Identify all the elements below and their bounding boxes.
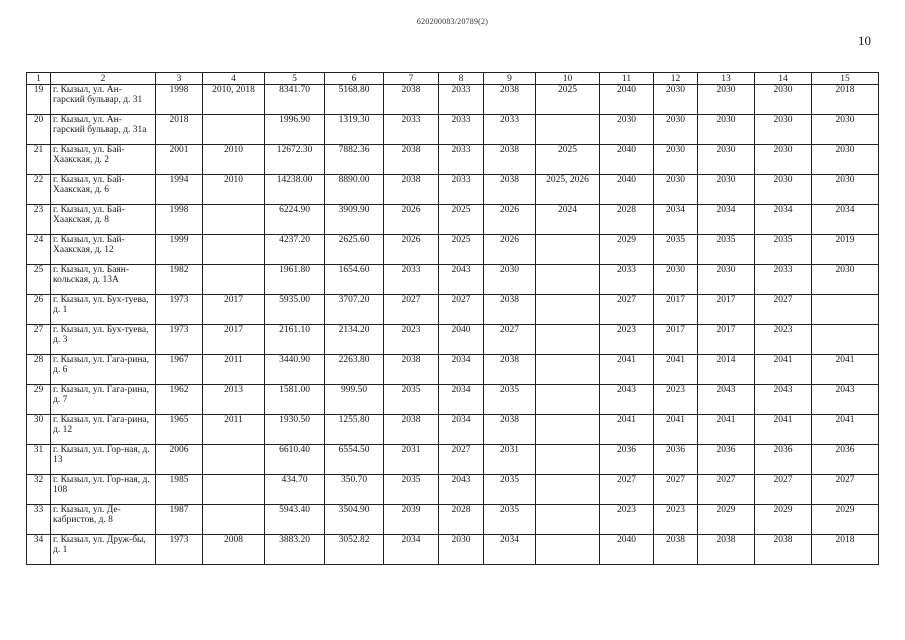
table-row: [27, 535, 879, 565]
table-cell: [536, 115, 600, 145]
table-cell: 2041: [600, 355, 654, 385]
table-cell: 2040: [600, 175, 654, 205]
table-cell: 2013: [203, 385, 265, 415]
table-cell: 1962: [156, 385, 203, 415]
address-cell: г. Кызыл, ул. Гага-рина, д. 7: [51, 385, 156, 415]
housing-table: [26, 72, 879, 565]
table-cell: 3504.90: [325, 505, 384, 535]
table-cell: 2025: [439, 205, 484, 235]
table-cell: 2006: [156, 445, 203, 475]
table-header-row: [27, 73, 879, 85]
table-cell: 1994: [156, 175, 203, 205]
address-cell: г. Кызыл, ул. Бай-Хаакская, д. 2: [51, 145, 156, 175]
table-cell: 2034: [384, 535, 439, 565]
table-cell: [536, 415, 600, 445]
table-cell: 5935.00: [265, 295, 325, 325]
table-row: [27, 295, 879, 325]
table-cell: 2033: [439, 175, 484, 205]
table-cell: 1973: [156, 325, 203, 355]
table-cell: 2036: [698, 445, 755, 475]
column-header: 1: [27, 73, 51, 85]
table-cell: 22: [27, 175, 51, 205]
table-cell: 2027: [654, 475, 698, 505]
table-cell: 2038: [698, 535, 755, 565]
table-cell: 3052.82: [325, 535, 384, 565]
table-cell: 2018: [812, 85, 879, 115]
table-cell: 1930.50: [265, 415, 325, 445]
table-cell: 2043: [600, 385, 654, 415]
address-cell: г. Кызыл, ул. Бай-Хаакская, д. 12: [51, 235, 156, 265]
address-cell: г. Кызыл, ул. Баян-кольская, д. 13А: [51, 265, 156, 295]
table-cell: [536, 355, 600, 385]
table-row: [27, 205, 879, 235]
table-cell: 2041: [654, 355, 698, 385]
column-header: 8: [439, 73, 484, 85]
table-cell: 2018: [812, 535, 879, 565]
table-cell: 1999: [156, 235, 203, 265]
table-cell: 2038: [384, 145, 439, 175]
table-cell: 1255.80: [325, 415, 384, 445]
table-row: [27, 415, 879, 445]
table-cell: 2043: [755, 385, 812, 415]
table-cell: 2028: [600, 205, 654, 235]
address-cell: г. Кызыл, ул. Гага-рина, д. 12: [51, 415, 156, 445]
table-row: [27, 445, 879, 475]
table-cell: 2038: [484, 295, 536, 325]
table-cell: 2027: [755, 295, 812, 325]
table-cell: [536, 385, 600, 415]
table-row: [27, 235, 879, 265]
table-cell: 4237.20: [265, 235, 325, 265]
table-cell: 2027: [698, 475, 755, 505]
table-cell: 2033: [600, 265, 654, 295]
table-cell: 24: [27, 235, 51, 265]
table-cell: 2030: [755, 115, 812, 145]
table-cell: 2034: [755, 205, 812, 235]
table-cell: 2038: [384, 415, 439, 445]
table-cell: 28: [27, 355, 51, 385]
table-cell: 2033: [439, 145, 484, 175]
table-cell: 2041: [755, 415, 812, 445]
table-cell: 2040: [439, 325, 484, 355]
table-cell: [812, 295, 879, 325]
table-cell: 2025: [536, 145, 600, 175]
table-cell: 2027: [484, 325, 536, 355]
table-cell: [536, 475, 600, 505]
table-cell: 2030: [439, 535, 484, 565]
table-cell: 2035: [484, 385, 536, 415]
table-cell: 31: [27, 445, 51, 475]
table-cell: 350.70: [325, 475, 384, 505]
table-cell: 1982: [156, 265, 203, 295]
table-cell: 2010: [203, 145, 265, 175]
table-cell: 2040: [600, 145, 654, 175]
table-cell: 2041: [600, 415, 654, 445]
table-cell: 2030: [812, 175, 879, 205]
table-cell: 2030: [755, 85, 812, 115]
document-number: 620200083/20789(2): [416, 17, 489, 26]
table-cell: [203, 235, 265, 265]
table-cell: 2027: [600, 475, 654, 505]
table-cell: 1996.90: [265, 115, 325, 145]
table-cell: 19: [27, 85, 51, 115]
column-header: 5: [265, 73, 325, 85]
table-cell: 2041: [698, 415, 755, 445]
table-cell: 2033: [384, 115, 439, 145]
table-cell: 2017: [203, 325, 265, 355]
table-row: [27, 355, 879, 385]
table-cell: 2035: [384, 475, 439, 505]
table-cell: 2026: [384, 205, 439, 235]
table-cell: 2030: [812, 115, 879, 145]
table-cell: 14238.00: [265, 175, 325, 205]
table-cell: 2034: [698, 205, 755, 235]
table-row: [27, 175, 879, 205]
column-header: 6: [325, 73, 384, 85]
table-cell: 2025, 2026: [536, 175, 600, 205]
table-cell: 29: [27, 385, 51, 415]
address-cell: г. Кызыл, ул. Гор-ная, д. 13: [51, 445, 156, 475]
table-cell: 1319.30: [325, 115, 384, 145]
table-cell: 2030: [698, 265, 755, 295]
table-cell: 33: [27, 505, 51, 535]
table-cell: 2030: [698, 175, 755, 205]
table-row: [27, 505, 879, 535]
table-cell: 2038: [384, 175, 439, 205]
column-header: 2: [51, 73, 156, 85]
table-body: [27, 85, 879, 565]
table-cell: 2017: [698, 325, 755, 355]
column-header: 14: [755, 73, 812, 85]
table-cell: 34: [27, 535, 51, 565]
table-cell: 2161.10: [265, 325, 325, 355]
table-cell: 2014: [698, 355, 755, 385]
table-cell: 1581.00: [265, 385, 325, 415]
table-cell: [536, 535, 600, 565]
page-number: 10: [858, 33, 871, 48]
table-cell: [203, 445, 265, 475]
table-cell: 2023: [384, 325, 439, 355]
table-cell: 26: [27, 295, 51, 325]
table-cell: 2030: [484, 265, 536, 295]
table-cell: 2029: [755, 505, 812, 535]
table-cell: 2035: [484, 505, 536, 535]
address-cell: г. Кызыл, ул. Гага-рина, д. 6: [51, 355, 156, 385]
table-cell: 2043: [698, 385, 755, 415]
table-row: [27, 145, 879, 175]
table-cell: 2031: [384, 445, 439, 475]
table-cell: 2017: [203, 295, 265, 325]
address-cell: г. Кызыл, ул. Друж-бы, д. 1: [51, 535, 156, 565]
table-cell: 2043: [439, 475, 484, 505]
table-cell: [203, 205, 265, 235]
table-cell: 3909.90: [325, 205, 384, 235]
table-cell: 2038: [484, 355, 536, 385]
table-cell: 2034: [654, 205, 698, 235]
column-header: 10: [536, 73, 600, 85]
table-cell: 2038: [484, 85, 536, 115]
table-cell: 32: [27, 475, 51, 505]
table-cell: 2001: [156, 145, 203, 175]
table-cell: 12672.30: [265, 145, 325, 175]
table-cell: 2029: [698, 505, 755, 535]
table-cell: 2030: [698, 145, 755, 175]
table-cell: 1965: [156, 415, 203, 445]
table-cell: 2035: [698, 235, 755, 265]
table-cell: [536, 445, 600, 475]
table-cell: 2030: [600, 115, 654, 145]
address-cell: г. Кызыл, ул. Ан-гарский бульвар, д. 31: [51, 85, 156, 115]
table-cell: 2008: [203, 535, 265, 565]
table-cell: 21: [27, 145, 51, 175]
table-cell: 2038: [484, 145, 536, 175]
column-header: 11: [600, 73, 654, 85]
table-cell: 2027: [755, 475, 812, 505]
column-header: 9: [484, 73, 536, 85]
table-cell: 2033: [384, 265, 439, 295]
address-cell: г. Кызыл, ул. Бай-Хаакская, д. 6: [51, 175, 156, 205]
table-cell: 2023: [654, 505, 698, 535]
table-cell: 2134.20: [325, 325, 384, 355]
table-cell: 1654.60: [325, 265, 384, 295]
table-cell: 2035: [654, 235, 698, 265]
table-cell: [203, 115, 265, 145]
table-cell: 2263.80: [325, 355, 384, 385]
table-cell: 2017: [654, 325, 698, 355]
table-cell: 2031: [484, 445, 536, 475]
table-cell: 2034: [439, 415, 484, 445]
table-cell: 2038: [654, 535, 698, 565]
table-cell: 2034: [439, 355, 484, 385]
table-cell: 2034: [439, 385, 484, 415]
table-cell: 2035: [384, 385, 439, 415]
table-cell: [812, 325, 879, 355]
table-cell: 7882.36: [325, 145, 384, 175]
table-cell: 2028: [439, 505, 484, 535]
table-cell: 2026: [384, 235, 439, 265]
table-cell: 2036: [600, 445, 654, 475]
address-cell: г. Кызыл, ул. Гор-ная, д. 108: [51, 475, 156, 505]
table-cell: 2017: [654, 295, 698, 325]
table-row: [27, 385, 879, 415]
table-cell: 6610.40: [265, 445, 325, 475]
table-row: [27, 475, 879, 505]
table-cell: 2023: [600, 505, 654, 535]
table-cell: 2043: [439, 265, 484, 295]
table-cell: 2038: [484, 175, 536, 205]
table-cell: 1985: [156, 475, 203, 505]
table-cell: 2011: [203, 355, 265, 385]
table-cell: 2033: [439, 115, 484, 145]
address-cell: г. Кызыл, ул. Бух-туева, д. 1: [51, 295, 156, 325]
table-cell: 2030: [654, 175, 698, 205]
table-row: [27, 85, 879, 115]
table-cell: [536, 505, 600, 535]
table-row: [27, 265, 879, 295]
table-cell: 2030: [755, 145, 812, 175]
column-header: 4: [203, 73, 265, 85]
column-header: 7: [384, 73, 439, 85]
table-cell: 434.70: [265, 475, 325, 505]
table-cell: 2038: [755, 535, 812, 565]
column-header: 15: [812, 73, 879, 85]
table-cell: 2038: [384, 85, 439, 115]
table-cell: [536, 265, 600, 295]
table-cell: 2030: [654, 85, 698, 115]
table-cell: [203, 505, 265, 535]
table-cell: 2023: [600, 325, 654, 355]
table-cell: 2023: [755, 325, 812, 355]
table-cell: [203, 475, 265, 505]
table-cell: 1973: [156, 535, 203, 565]
table-cell: 2040: [600, 535, 654, 565]
table-cell: 2024: [536, 205, 600, 235]
table-cell: 2027: [812, 475, 879, 505]
table-cell: 2041: [755, 355, 812, 385]
table-cell: [536, 295, 600, 325]
table-cell: 2041: [654, 415, 698, 445]
table-cell: 6224.90: [265, 205, 325, 235]
table-cell: 2038: [484, 415, 536, 445]
table-row: [27, 115, 879, 145]
column-header: 13: [698, 73, 755, 85]
table-cell: 2034: [484, 535, 536, 565]
address-cell: г. Кызыл, ул. Бух-туева, д. 3: [51, 325, 156, 355]
table-cell: 2041: [812, 415, 879, 445]
table-cell: 5943.40: [265, 505, 325, 535]
table-cell: 2036: [812, 445, 879, 475]
address-cell: г. Кызыл, ул. Де-кабристов, д. 8: [51, 505, 156, 535]
table-cell: 20: [27, 115, 51, 145]
column-header: 3: [156, 73, 203, 85]
table-cell: 2029: [600, 235, 654, 265]
table-cell: 1987: [156, 505, 203, 535]
table-cell: 2026: [484, 235, 536, 265]
table-cell: 2027: [439, 445, 484, 475]
address-cell: г. Кызыл, ул. Бай-Хаакская, д. 8: [51, 205, 156, 235]
table-cell: 2030: [654, 115, 698, 145]
table-cell: 999.50: [325, 385, 384, 415]
table-cell: 2043: [812, 385, 879, 415]
table-cell: 1967: [156, 355, 203, 385]
table-cell: 2036: [654, 445, 698, 475]
table-cell: 2027: [600, 295, 654, 325]
table-cell: 2030: [654, 265, 698, 295]
table-cell: 2033: [439, 85, 484, 115]
table-cell: 2018: [156, 115, 203, 145]
table-cell: 1998: [156, 85, 203, 115]
table-row: [27, 325, 879, 355]
table-cell: 2011: [203, 415, 265, 445]
table-cell: 2030: [812, 265, 879, 295]
table-cell: 8890.00: [325, 175, 384, 205]
column-header: 12: [654, 73, 698, 85]
table-cell: 2027: [384, 295, 439, 325]
table-cell: 2025: [536, 85, 600, 115]
table-cell: [203, 265, 265, 295]
table-cell: 2040: [600, 85, 654, 115]
table-cell: 2035: [755, 235, 812, 265]
table-cell: 2026: [484, 205, 536, 235]
table-cell: 2030: [654, 145, 698, 175]
table-cell: 2025: [439, 235, 484, 265]
table-cell: 3883.20: [265, 535, 325, 565]
table-cell: 1961.80: [265, 265, 325, 295]
table-cell: 2019: [812, 235, 879, 265]
table-cell: 2030: [698, 85, 755, 115]
table-cell: 2625.60: [325, 235, 384, 265]
table-cell: 2034: [812, 205, 879, 235]
table-cell: 2038: [384, 355, 439, 385]
table-cell: 2036: [755, 445, 812, 475]
table-cell: 3707.20: [325, 295, 384, 325]
table-cell: 2029: [812, 505, 879, 535]
table-cell: 2041: [812, 355, 879, 385]
table-cell: 2030: [812, 145, 879, 175]
table-cell: [536, 235, 600, 265]
table-cell: 1973: [156, 295, 203, 325]
table-cell: 2030: [698, 115, 755, 145]
table-cell: 27: [27, 325, 51, 355]
table-cell: 2027: [439, 295, 484, 325]
table-cell: 2039: [384, 505, 439, 535]
table-cell: 25: [27, 265, 51, 295]
table-cell: 2010: [203, 175, 265, 205]
table-cell: 2030: [755, 175, 812, 205]
table-cell: 5168.80: [325, 85, 384, 115]
table-cell: 2017: [698, 295, 755, 325]
table-cell: 2033: [755, 265, 812, 295]
table-cell: 30: [27, 415, 51, 445]
table-cell: 8341.70: [265, 85, 325, 115]
address-cell: г. Кызыл, ул. Ан-гарский бульвар, д. 31а: [51, 115, 156, 145]
table-cell: 2033: [484, 115, 536, 145]
table-cell: 6554.50: [325, 445, 384, 475]
table-cell: 23: [27, 205, 51, 235]
table-cell: 1998: [156, 205, 203, 235]
table-cell: 2035: [484, 475, 536, 505]
table-cell: 3440.90: [265, 355, 325, 385]
table-cell: [536, 325, 600, 355]
table-cell: 2010, 2018: [203, 85, 265, 115]
table-cell: 2023: [654, 385, 698, 415]
